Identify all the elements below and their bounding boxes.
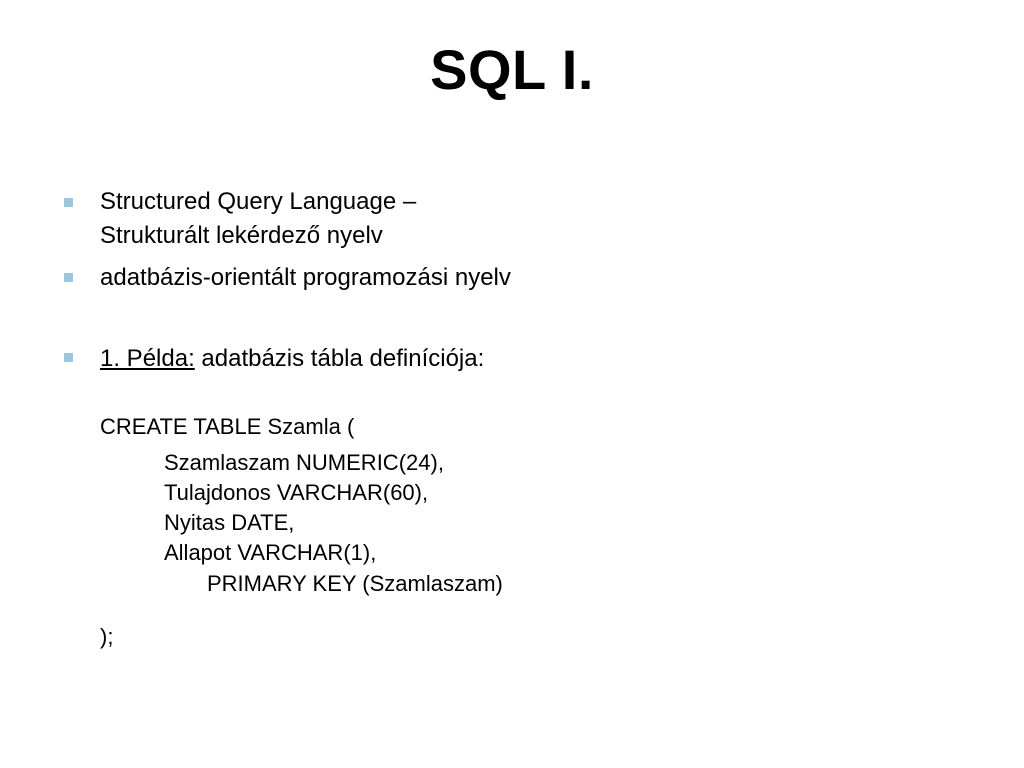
- square-bullet-icon: [64, 353, 73, 362]
- code-column-1: Szamlaszam NUMERIC(24),: [164, 450, 444, 475]
- code-primary-key: PRIMARY KEY (Szamlaszam): [207, 571, 503, 596]
- code-column-2: Tulajdonos VARCHAR(60),: [164, 480, 429, 505]
- bullet-3-text: [100, 343, 484, 375]
- code-column-4: Allapot VARCHAR(1),: [164, 540, 377, 565]
- bullet-square: [64, 198, 73, 207]
- bullet-square: [64, 353, 73, 362]
- bullet-1-line-2: Strukturált lekérdező nyelv: [100, 222, 383, 249]
- square-bullet-icon: [64, 273, 73, 282]
- example-label: 1. Példa:: [100, 345, 195, 372]
- bullet-square: [64, 273, 73, 282]
- example-description: adatbázis tábla definíciója:: [194, 345, 485, 372]
- square-bullet-icon: [64, 198, 73, 207]
- bullet-1-line-1: Structured Query Language –: [100, 188, 417, 215]
- code-create-table: CREATE TABLE Szamla (: [100, 414, 355, 439]
- code-column-3: Nyitas DATE,: [164, 510, 295, 535]
- code-close: );: [100, 624, 114, 649]
- bullet-2-text: adatbázis-orientált programozási nyelv: [100, 264, 511, 291]
- slide-title: SQL I.: [430, 38, 594, 101]
